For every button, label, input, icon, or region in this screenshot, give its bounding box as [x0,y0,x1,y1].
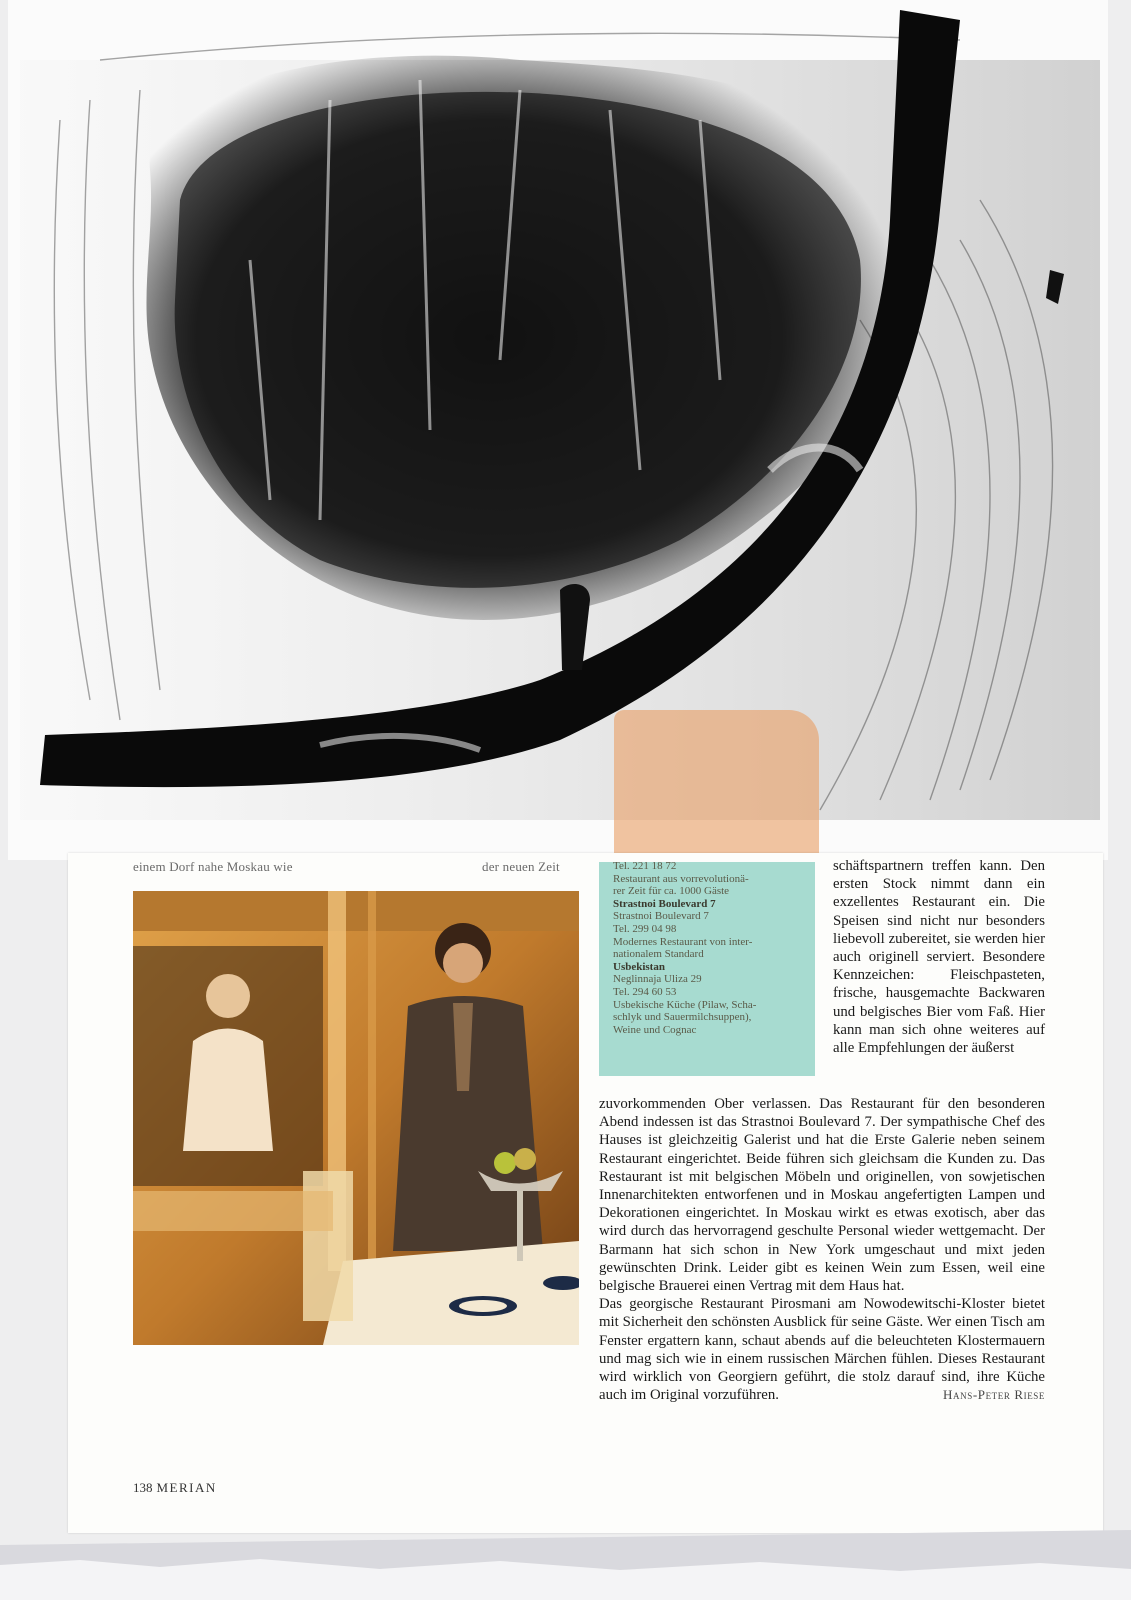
snippet-left: einem Dorf nahe Moskau wie [133,859,293,874]
sidebar-line: Restaurant aus vorrevolutionä- [613,872,749,885]
article-column-right [833,857,1045,1057]
sidebar-line: rer Zeit für ca. 1000 Gäste [613,885,730,898]
restaurant-photo [133,891,579,1345]
sidebar-line: Tel. 294 60 53 [613,985,677,998]
article-body [599,1095,1045,1404]
sidebar-line: Weine und Cognac [613,1023,697,1036]
torn-paper-edge [0,1525,1131,1600]
sidebar-line: Modernes Restaurant von inter- [613,935,753,948]
article-paragraph: schäftspartnern treffen kann. Den ersten Stock nimmt dann ein exzellentes Restaurant ein. Die Speisen sind nicht nur besonders liebevoll zubereitet, sie werden hier auch originell serviert. Besondere Kennzeichen: Fleischpasteten, frische, hausgemachte Backwaren und belgisches Bier vom Faß. Hier kann man sich ohne weiteres auf alle Empfehlungen der äußerst [833,858,1045,1057]
page-number: 138 [133,1480,153,1495]
snippet-right: der neuen Zeit [482,859,560,874]
author-byline: Hans-Peter Riese [943,1387,1045,1403]
article-text: Das georgische Restaurant Pirosmani am Nowodewitschi-Kloster bietet mit Sicherheit den schönsten Ausblick für seine Gäste. Wer einen Tisch am Fenster ergattern kann, schaut abends auf die beleuchteten Klostermauern und mag sich wie in einem russischen Märchen fühlen. Dieses Restaurant wird wirklich von Georgiern geführt, die stolz darauf sind, ihre Küche auch im Original vorzuführen. [599,1296,1045,1404]
sidebar-line: nationalem Standard [613,948,704,961]
sidebar-line: Tel. 221 18 72 [613,860,677,872]
sidebar-line: schlyk und Sauermilchsuppen), [613,1011,752,1024]
sidebar-heading: Usbekistan [613,960,665,973]
article-paragraph-last [599,1295,1045,1404]
sidebar-line: Usbekische Küche (Pilaw, Scha- [613,998,757,1011]
article-paragraph: zuvorkommenden Ober verlassen. Das Restaurant für den besonderen Abend indessen ist das Strastnoi Boulevard 7. Der sympathische Chef des Hauses ist gleichzeitig Galerist und hat die Erste Galerie neben seinem Restaurant eingerichtet. Beide führen sich gleichsam die Kunden zu. Das Restaurant ist mit belgischen Möbeln und originellen, von sowjetischen Innenarchitekten entworfenen und in Moskau angefertigten Lampen und Dekorationen eingerichtet. In Moskau wirkt es etwas exotisch, aber das wird durch das hervorragend geschulte Personal wieder wettgemacht. Der Barmann hat sich schon in New York umgeschaut und mixt jeden gewünschten Drink. Leider gibt es keinen Wein zum Essen, weil eine belgische Brauerei einen Vertrag mit dem Haus hat. [599,1096,1045,1295]
sidebar-line: Strastnoi Boulevard 7 [613,910,709,923]
page-folio [133,1480,217,1496]
restaurant-sidebar [613,860,803,1036]
sidebar-line: Tel. 299 04 98 [613,922,677,935]
magazine-name: MERIAN [156,1480,217,1495]
sidebar-line: Neglinnaja Uliza 29 [613,973,702,986]
sidebar-heading: Strastnoi Boulevard 7 [613,897,716,910]
